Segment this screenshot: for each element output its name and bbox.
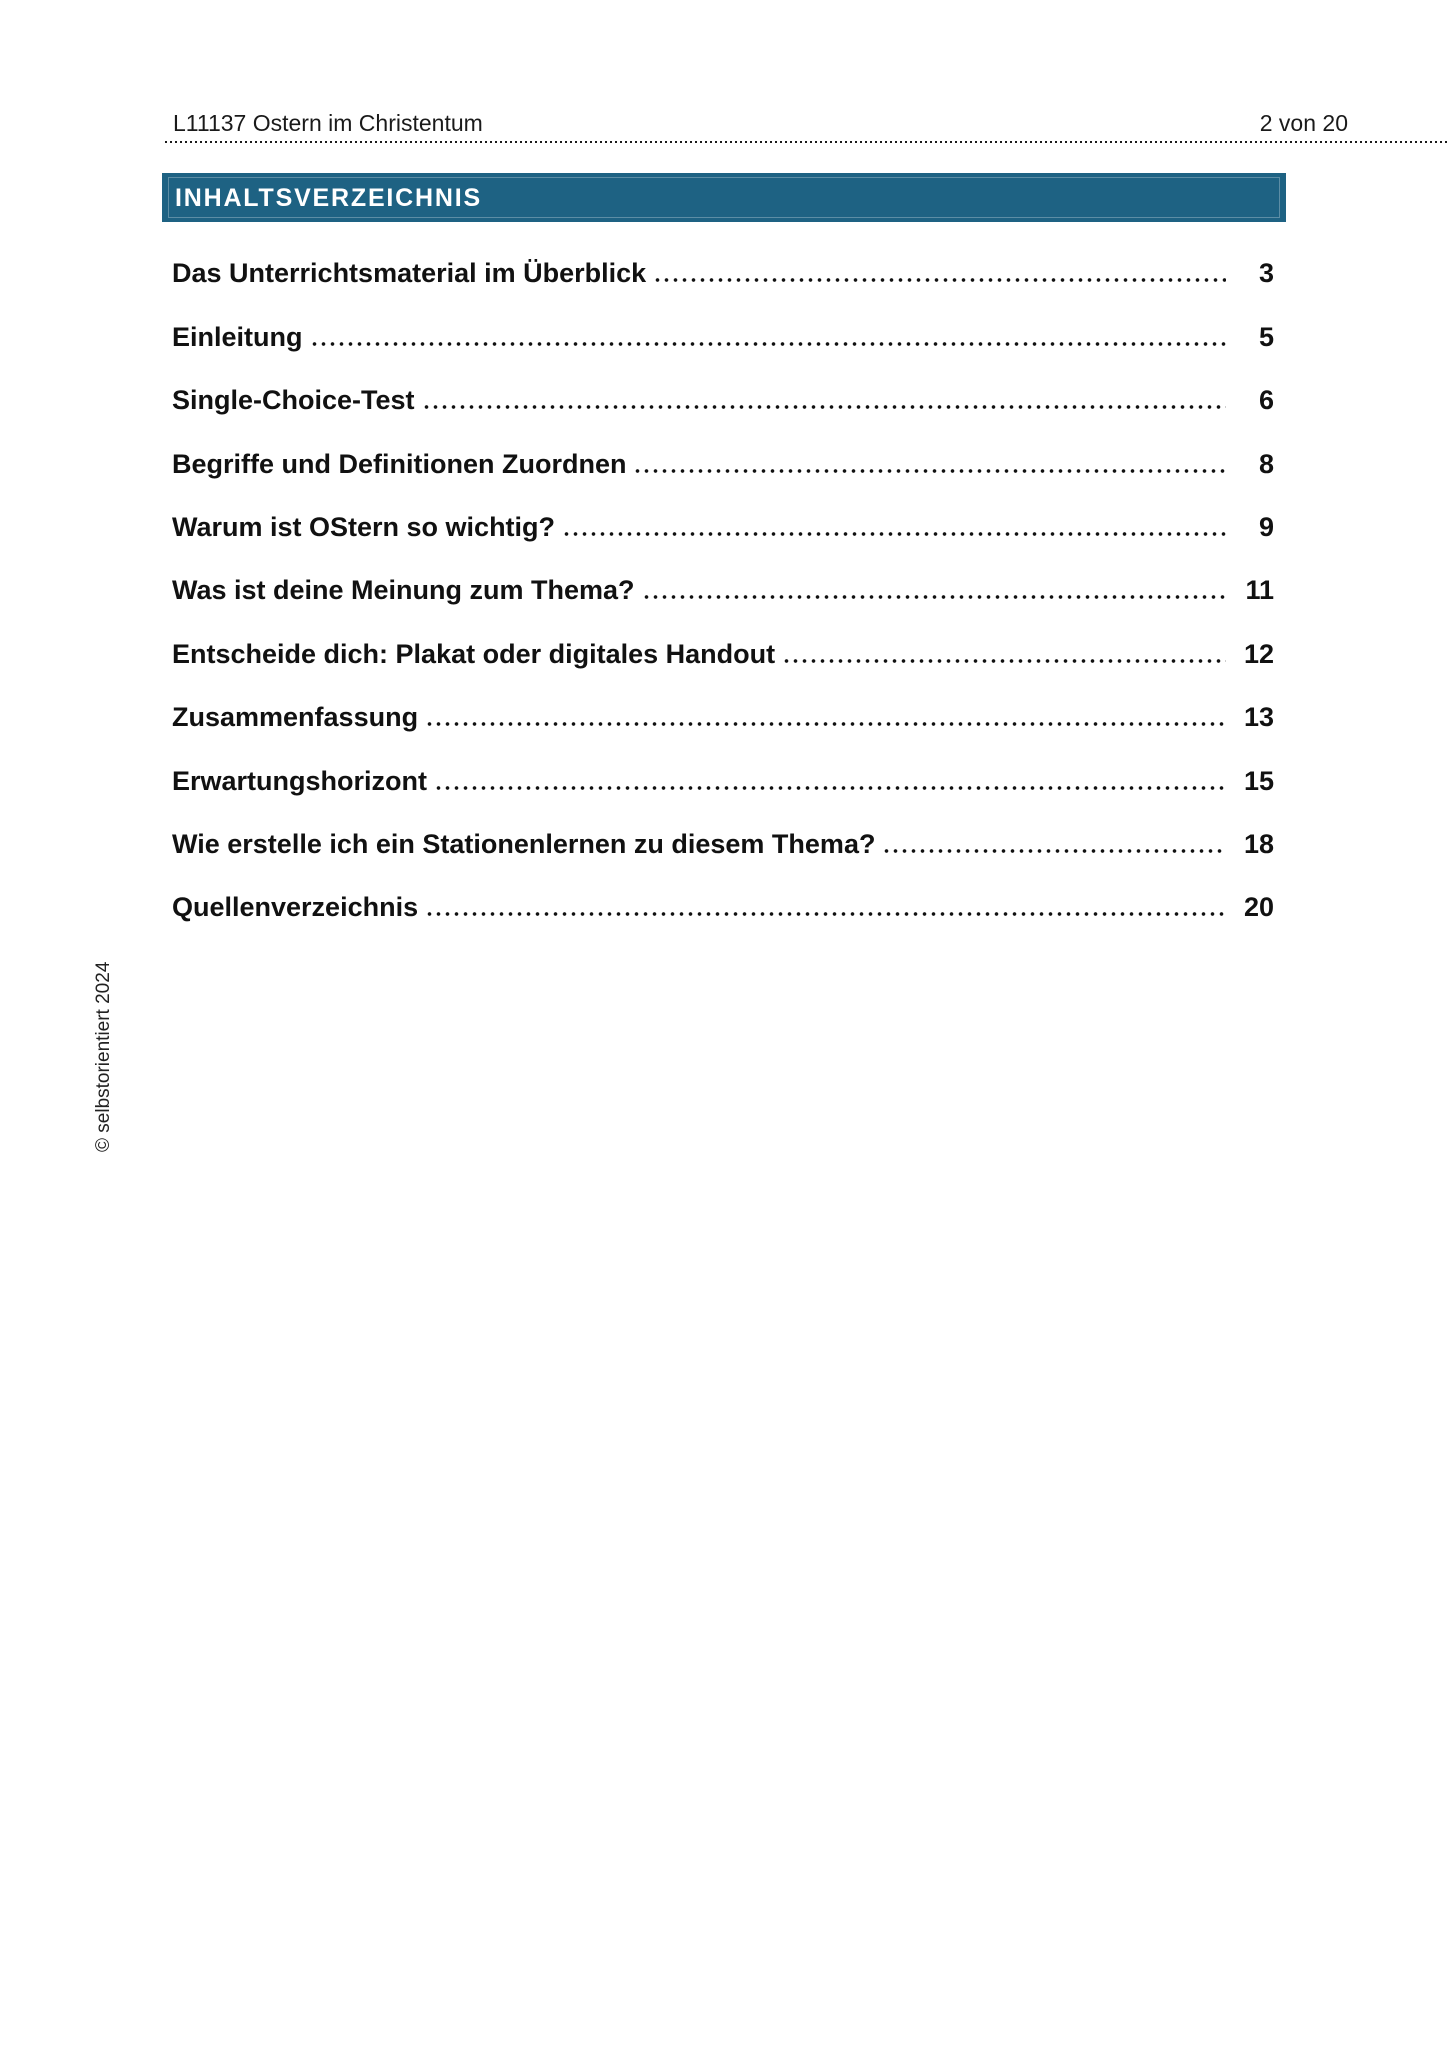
dotted-leader <box>310 342 1227 346</box>
toc-title-bar <box>162 173 1286 222</box>
dotted-leader <box>422 405 1226 409</box>
toc-entry-label: Das Unterrichtsmaterial im Überblick <box>172 258 647 289</box>
toc-entry-label: Einleitung <box>172 321 303 352</box>
toc-entry <box>172 731 1274 794</box>
toc-entry-label: Quellenverzeichnis <box>172 892 419 923</box>
toc-entry <box>172 795 1274 858</box>
toc-entry <box>172 858 1274 921</box>
dotted-leader <box>653 278 1226 282</box>
toc-entry-label: Begriffe und Definitionen Zuordnen <box>172 448 627 479</box>
toc-entry-label: Warum ist OStern so wichtig? <box>172 511 556 542</box>
toc-entry-page: 18 <box>1243 828 1274 859</box>
toc-entry-page: 9 <box>1258 511 1274 542</box>
toc-entry-page: 15 <box>1243 765 1274 796</box>
toc-entry-page: 12 <box>1243 638 1274 669</box>
toc-entry <box>172 541 1274 604</box>
toc-entry-page: 20 <box>1243 892 1274 923</box>
toc-entry <box>172 604 1274 667</box>
toc-entry-label: Single-Choice-Test <box>172 385 415 416</box>
toc-entry-page: 8 <box>1258 448 1274 479</box>
toc-entry-page: 13 <box>1243 702 1274 733</box>
dotted-leader <box>642 595 1226 599</box>
toc-entry-page: 3 <box>1258 258 1274 289</box>
dotted-leader <box>782 659 1226 663</box>
dotted-leader <box>434 786 1226 790</box>
header-page-indicator: 2 von 20 <box>1259 110 1348 136</box>
toc-entry-label: Was ist deine Meinung zum Thema? <box>172 575 635 606</box>
header-divider <box>165 141 1448 143</box>
toc-entry-label: Zusammenfassung <box>172 702 419 733</box>
toc-entry <box>172 351 1274 414</box>
toc-entry <box>172 287 1274 350</box>
dotted-leader <box>425 912 1226 916</box>
toc-entry <box>172 668 1274 731</box>
toc-entry-label: Wie erstelle ich ein Stationenlernen zu diesem Thema? <box>172 828 876 859</box>
toc-list <box>172 224 1274 921</box>
toc-entry-label: Entscheide dich: Plakat oder digitales Handout <box>172 638 776 669</box>
dotted-leader <box>882 849 1226 853</box>
toc-entry <box>172 478 1274 541</box>
dotted-leader <box>562 532 1226 536</box>
toc-entry <box>172 224 1274 287</box>
toc-entry-page: 6 <box>1258 385 1274 416</box>
dotted-leader <box>633 469 1226 473</box>
dotted-leader <box>425 722 1226 726</box>
copyright-vertical-label: © selbstorientiert 2024 <box>93 961 114 1152</box>
toc-entry-page: 5 <box>1258 321 1274 352</box>
toc-title: INHALTSVERZEICHNIS <box>175 184 482 212</box>
toc-entry <box>172 414 1274 477</box>
toc-entry-label: Erwartungshorizont <box>172 765 427 796</box>
header-doc-code: L11137 Ostern im Christentum <box>173 110 483 136</box>
toc-entry-page: 11 <box>1245 575 1274 606</box>
